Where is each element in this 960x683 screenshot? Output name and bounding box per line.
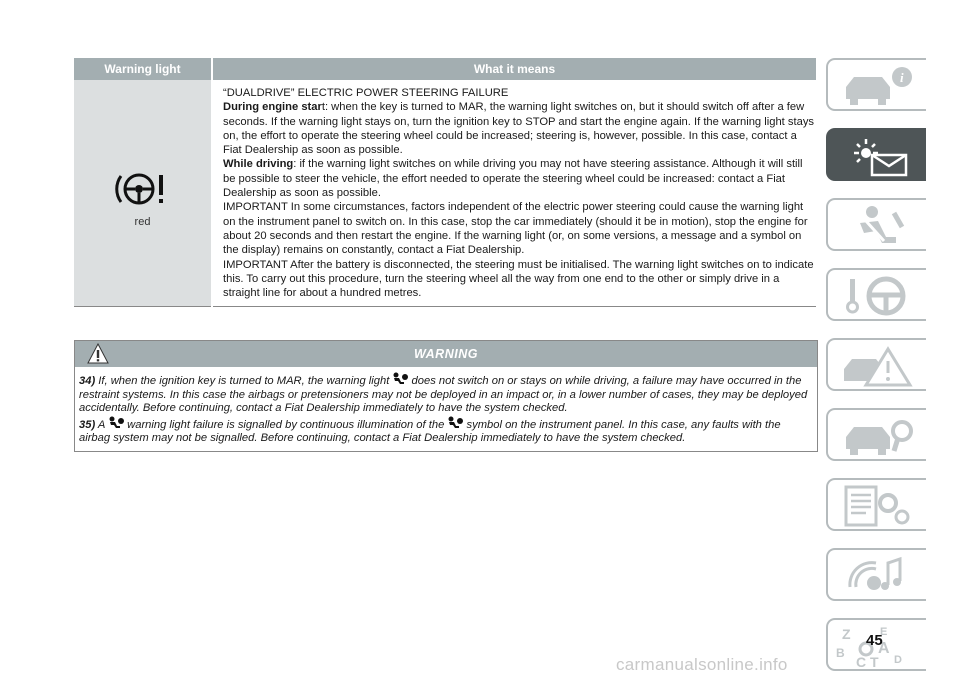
- warning-title: WARNING: [414, 347, 478, 361]
- driving-paragraph: [223, 157, 814, 200]
- warning-body: [75, 367, 817, 451]
- important-paragraph-1: IMPORTANT In some circumstances, factors independent of the electric power steering could cause the warning light on the instrument panel to switch on. In this case, stop the car immediately (should it be in motion), stop the engine for about 20 seconds and then restart the engine. If the warning light (or, on some versions, a message and a symbol on the display) remains on constantly, contact a Fiat Dealership.: [223, 201, 808, 257]
- warning-box: [74, 340, 818, 452]
- car-emergency-icon: [836, 343, 920, 389]
- driving-text: : if the warning light switches on while driving you may not have steering assistance. Although it will still be possible to steer the vehicle, the effort needed to operate the steering wheel could be increased: contact a Fiat Dealership as soon as possible.: [223, 158, 803, 200]
- item-34-text-a: If, when the ignition key is turned to MAR, the warning light: [95, 375, 393, 387]
- description-title: “DUALDRIVE” ELECTRIC POWER STEERING FAILURE: [223, 87, 509, 99]
- engine-start-label-tail: t: [321, 101, 325, 114]
- steering-wheel-key-icon: [836, 273, 920, 319]
- airbag-warning-icon: [392, 372, 408, 386]
- engine-start-text: : when the key is turned to MAR, the warning light switches on, but it should switch off after a few seconds. If the warning light stays on, turn the ignition key to STOP and start the engine again. If the warning light stays on, the effort to operate the steering wheel could be increased; steering is, however, possible. In this case, contact a Fiat Dealership as soon as possible.: [223, 101, 815, 157]
- tab-safety[interactable]: [826, 198, 926, 251]
- engine-start-label: During engine star: [223, 101, 322, 114]
- tab-technical-data[interactable]: [826, 478, 926, 531]
- warning-light-message-icon: [836, 133, 920, 179]
- driving-label: While driving: [223, 158, 294, 171]
- header-warning-light: Warning light: [74, 58, 212, 80]
- engine-start-paragraph: [223, 100, 814, 157]
- svg-text:i: i: [900, 70, 904, 85]
- header-what-it-means: What it means: [212, 58, 816, 80]
- item-35-number: 35): [79, 418, 96, 431]
- car-info-icon: [836, 63, 920, 109]
- svg-text:C: C: [856, 654, 867, 669]
- warning-item-34: [79, 372, 813, 416]
- page-number: 45: [866, 632, 883, 649]
- car-service-icon: [836, 413, 920, 459]
- svg-text:D: D: [894, 654, 902, 666]
- multimedia-music-icon: [836, 553, 920, 599]
- power-steering-warning-icon: [115, 166, 171, 212]
- item-35-text-c: symbol on the instrument panel. In this case, any faults with the airbag system may not be signalled. Before continuing, contact a Fiat Dealership immediately to have the system checked.: [79, 418, 781, 445]
- warning-triangle-icon: [87, 343, 109, 365]
- seat-belt-passenger-icon: [836, 203, 920, 249]
- warning-item-35: [79, 416, 813, 446]
- svg-text:A: A: [878, 640, 890, 657]
- warning-light-table: [74, 58, 816, 307]
- item-34-number: 34): [79, 375, 96, 387]
- item-35-text-a: A: [95, 418, 109, 431]
- svg-text:B: B: [836, 646, 845, 660]
- tab-emergency[interactable]: [826, 338, 926, 391]
- airbag-warning-icon: [447, 416, 463, 430]
- tab-servicing[interactable]: [826, 408, 926, 461]
- technical-data-gears-icon: [836, 483, 920, 529]
- tab-warning-lights[interactable]: [826, 128, 926, 181]
- tab-starting-driving[interactable]: [826, 268, 926, 321]
- item-34-text-b: does not switch on or stays on while driving, a failure may have occurred in the restraint systems. In this case the airbags or pretensioners may not be deployed in an impact or, in a lower number of cases, they may be deployed accidentally. Before continuing, contact a Fiat Dealership immediately to have the system checked.: [79, 375, 808, 415]
- tab-car-info[interactable]: [826, 58, 926, 111]
- item-35-text-b: warning light failure is signalled by continuous illumination of the: [124, 418, 448, 431]
- table-row: [74, 80, 816, 307]
- light-color-label: red: [134, 216, 151, 228]
- description-cell: [212, 80, 816, 307]
- warning-header: [75, 341, 817, 367]
- svg-text:Z: Z: [842, 626, 851, 642]
- svg-text:E: E: [880, 626, 888, 638]
- tab-multimedia[interactable]: [826, 548, 926, 601]
- warning-light-cell: [74, 80, 212, 307]
- airbag-warning-icon: [108, 416, 124, 430]
- watermark: carmanualsonline.info: [616, 655, 788, 674]
- svg-text:T: T: [870, 654, 879, 669]
- important-paragraph-2: IMPORTANT After the battery is disconnected, the steering must be initialised. The warning light switches on to indicate this. To carry out this procedure, turn the steering wheel all the way from one end to the other or simply drive in a straight line for about a hundred metres.: [223, 258, 814, 300]
